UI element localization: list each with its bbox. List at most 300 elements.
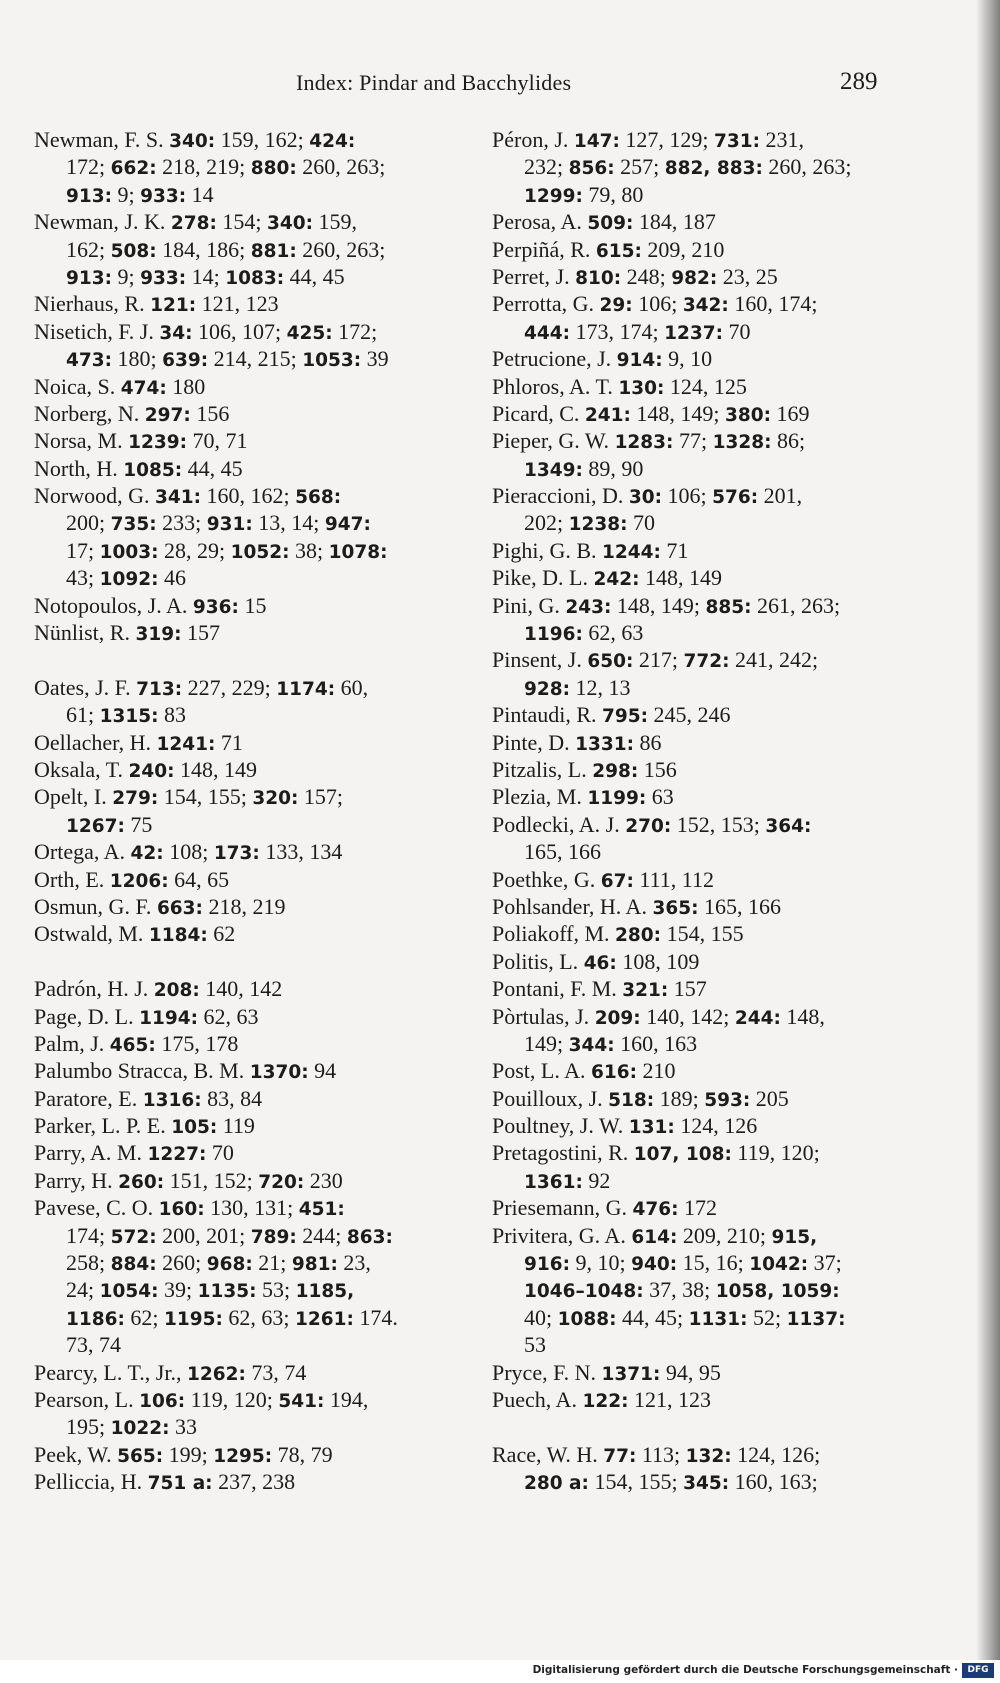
letter-section-gap [34, 646, 420, 673]
entry-reference-number: 982: [671, 267, 718, 289]
entry-text: Pinte, D. [492, 729, 576, 755]
entry-reference-number: 130: [618, 377, 665, 399]
entry-text: 218, 219 [202, 893, 286, 919]
entry-reference-number: 29: [599, 295, 633, 317]
index-entry-line [492, 537, 880, 564]
entry-text: 160, 163 [614, 1030, 698, 1056]
letter-section-gap [34, 948, 420, 975]
entry-reference-number: 208: [153, 980, 200, 1002]
entry-text: Picard, C. [492, 400, 585, 426]
entry-reference-number: 1237: [664, 322, 724, 344]
entry-text: Pieraccioni, D. [492, 483, 629, 509]
entry-text: 94, 95 [660, 1359, 721, 1385]
entry-text: 156 [638, 756, 677, 782]
entry-reference-number: 933: [140, 267, 187, 289]
entry-reference-number: 916: [524, 1254, 571, 1276]
entry-reference-number: 881: [250, 240, 297, 262]
entry-reference-number: 1331: [575, 733, 635, 755]
index-entry-line [34, 619, 420, 646]
entry-text: 124, 126; [731, 1441, 821, 1467]
entry-text: 157 [668, 976, 707, 1002]
entry-text: 174; [66, 1222, 111, 1248]
entry-text: Nisetich, F. J. [34, 318, 160, 344]
index-entry-line [492, 236, 880, 263]
index-entry-line [492, 783, 880, 810]
entry-text: 9, 10; [570, 1250, 632, 1276]
entry-reference-number: 1328: [712, 432, 772, 454]
entry-text: Newman, J. K. [34, 209, 171, 235]
entry-text: 75 [124, 811, 153, 837]
index-entry-continuation [492, 455, 880, 482]
entry-reference-number: 365: [652, 897, 699, 919]
index-entry-continuation [492, 318, 880, 345]
entry-reference-number: 915, [771, 1226, 818, 1248]
index-entry-line [34, 1194, 420, 1221]
entry-reference-number: 279: [112, 788, 159, 810]
entry-text: Politis, L. [492, 948, 584, 974]
entry-reference-number: 947: [324, 514, 371, 536]
index-entry-line [34, 427, 420, 454]
index-entry-line [34, 920, 420, 947]
entry-text: 148, 149 [639, 565, 722, 591]
entry-text: 94 [308, 1058, 337, 1084]
index-entry-continuation [34, 1222, 420, 1249]
entry-text: 23, 25 [717, 263, 778, 289]
entry-text: 160, 163; [729, 1469, 818, 1495]
entry-text: Plezia, M. [492, 784, 588, 810]
entry-reference-number: 1199: [587, 788, 647, 810]
index-entry-continuation [34, 509, 420, 536]
index-entry-line [492, 1386, 880, 1413]
index-entry-line [34, 290, 420, 317]
entry-text: 78, 79 [272, 1441, 333, 1467]
index-entry-line [492, 948, 880, 975]
entry-reference-number: 280: [615, 925, 662, 947]
entry-text: 217; [633, 647, 684, 673]
entry-reference-number: 107, 108: [633, 1144, 732, 1166]
entry-reference-number: 565: [117, 1445, 164, 1467]
entry-text: Parker, L. P. E. [34, 1113, 172, 1139]
index-entry-line [34, 838, 420, 865]
entry-reference-number: 1137: [786, 1308, 846, 1330]
entry-reference-number: 1361: [524, 1171, 583, 1193]
entry-text: 9; [112, 181, 141, 207]
entry-text: 73, 74 [66, 1332, 121, 1358]
entry-reference-number: 1003: [99, 541, 159, 563]
entry-reference-number: 1042: [749, 1254, 809, 1276]
entry-text: Pighi, G. B. [492, 537, 603, 563]
entry-text: 124, 126 [674, 1113, 758, 1139]
entry-text: 140, 142; [640, 1003, 735, 1029]
index-entry-continuation [492, 1331, 880, 1358]
entry-text: 12, 13 [570, 674, 631, 700]
index-entry-line [34, 674, 420, 701]
entry-text: 44, 45 [284, 263, 345, 289]
entry-text: 140, 142 [199, 976, 283, 1002]
index-entry-line [34, 729, 420, 756]
index-entry-line [34, 1167, 420, 1194]
entry-reference-number: 913: [66, 185, 113, 207]
entry-reference-number: 1088: [557, 1308, 617, 1330]
entry-reference-number: 240: [128, 760, 175, 782]
entry-reference-number: 1194: [139, 1007, 198, 1029]
entry-reference-number: 541: [278, 1390, 325, 1412]
index-entry-line [34, 756, 420, 783]
index-column-left [34, 126, 420, 1496]
index-entry-line [34, 975, 420, 1002]
index-entry-line [492, 564, 880, 591]
entry-text: 70 [206, 1140, 234, 1166]
entry-reference-number: 105: [171, 1117, 218, 1139]
entry-text: 148, 149; [611, 592, 706, 618]
entry-text: 159, 162; [215, 127, 310, 152]
entry-text: Page, D. L. [34, 1003, 140, 1029]
entry-text: Privitera, G. A. [492, 1222, 632, 1248]
letter-section-gap [492, 1413, 880, 1440]
index-entry-line [34, 1386, 420, 1413]
entry-reference-number: 451: [298, 1199, 345, 1221]
entry-text: 14; [186, 263, 226, 289]
entry-reference-number: 713: [136, 678, 183, 700]
entry-text: Perret, J. [492, 263, 576, 289]
entry-reference-number: 67: [600, 870, 634, 892]
index-entry-line [34, 1085, 420, 1112]
entry-text: 174. [353, 1304, 398, 1330]
entry-reference-number: 720: [258, 1171, 305, 1193]
index-entry-continuation [492, 838, 880, 865]
entry-reference-number: 465: [109, 1034, 156, 1056]
index-entry-line [492, 400, 880, 427]
entry-text: 119, 120; [731, 1140, 820, 1166]
entry-text: 119 [217, 1113, 255, 1139]
entry-reference-number: 884: [110, 1254, 157, 1276]
entry-text: Palm, J. [34, 1030, 110, 1056]
entry-text: 62, 63; [222, 1304, 296, 1330]
entry-reference-number: 1174: [276, 678, 336, 700]
index-entry-line [492, 1112, 880, 1139]
entry-text: Norwood, G. [34, 483, 155, 509]
index-entry-line [492, 263, 880, 290]
entry-reference-number: 968: [206, 1254, 253, 1276]
entry-text: 44, 45; [616, 1304, 689, 1330]
index-entry-continuation [34, 1331, 420, 1358]
entry-reference-number: 981: [291, 1254, 338, 1276]
index-entry-line [34, 373, 420, 400]
entry-text: 148, [780, 1003, 825, 1029]
entry-reference-number: 1206: [109, 870, 169, 892]
entry-text: Pryce, F. N. [492, 1359, 602, 1385]
index-entry-line [34, 783, 420, 810]
dfg-logo-icon: DFG [962, 1663, 994, 1678]
index-entry-line [492, 1085, 880, 1112]
entry-text: 248; [621, 263, 672, 289]
entry-reference-number: 650: [587, 651, 634, 673]
entry-reference-number: 173: [213, 843, 260, 865]
entry-text: 124, 125 [664, 373, 747, 399]
index-entry-continuation [34, 537, 420, 564]
entry-reference-number: 160: [158, 1199, 205, 1221]
entry-text: 130, 131; [204, 1195, 299, 1221]
entry-text: 194, [324, 1386, 369, 1412]
funding-credit: Digitalisierung gefördert durch die Deutsche Forschungsgemeinschaft · [532, 1664, 958, 1676]
entry-reference-number: 474: [120, 377, 167, 399]
entry-text: Pohlsander, H. A. [492, 893, 653, 919]
entry-reference-number: 508: [110, 240, 157, 262]
entry-text: 154, 155 [661, 921, 744, 947]
entry-reference-number: 270: [625, 815, 672, 837]
entry-text: Pike, D. L. [492, 565, 594, 591]
entry-text: 260, 263; [296, 154, 386, 180]
entry-text: 154; [216, 209, 268, 235]
entry-text: Petrucione, J. [492, 346, 617, 372]
entry-text: 162; [66, 236, 111, 262]
entry-reference-number: 1184: [148, 925, 208, 947]
entry-text: Pearcy, L. T., Jr., [34, 1359, 187, 1385]
entry-text: Ortega, A. [34, 839, 131, 865]
entry-text: 44, 45 [182, 455, 243, 481]
index-entry-continuation [34, 345, 420, 372]
entry-text: 70 [627, 510, 656, 536]
entry-text: 261, 263; [751, 592, 841, 618]
entry-text: 154, 155; [588, 1469, 684, 1495]
index-entry-line [34, 400, 420, 427]
entry-text: 195; [66, 1414, 111, 1440]
entry-reference-number: 34: [159, 322, 193, 344]
entry-text: 151, 152; [164, 1167, 259, 1193]
entry-text: 71 [660, 537, 689, 563]
index-entry-line [492, 756, 880, 783]
entry-text: Norberg, N. [34, 400, 145, 426]
entry-text: 232; [524, 154, 569, 180]
index-entry-line [492, 1194, 880, 1221]
entry-reference-number: 795: [602, 706, 649, 728]
entry-reference-number: 1186: [66, 1308, 125, 1330]
entry-text: Oellacher, H. [34, 729, 157, 755]
entry-reference-number: 1195: [164, 1308, 223, 1330]
entry-reference-number: 880: [250, 158, 297, 180]
entry-text: 205 [750, 1085, 789, 1111]
entry-reference-number: 424: [309, 131, 356, 152]
entry-reference-number: 1046–1048: [524, 1281, 644, 1303]
entry-text: 159, [313, 209, 358, 235]
entry-reference-number: 1241: [156, 733, 216, 755]
entry-reference-number: 572: [110, 1226, 157, 1248]
entry-reference-number: 209: [594, 1007, 641, 1029]
entry-text: 38; [289, 537, 329, 563]
entry-reference-number: 473: [66, 350, 113, 372]
entry-text: Pini, G. [492, 592, 566, 618]
index-entry-continuation [34, 811, 420, 838]
entry-text: 260, 263; [296, 236, 386, 262]
entry-reference-number: 46: [583, 952, 617, 974]
entry-reference-number: 1295: [213, 1445, 273, 1467]
entry-reference-number: 1283: [614, 432, 674, 454]
entry-text: 258; [66, 1250, 111, 1276]
entry-reference-number: 863: [346, 1226, 393, 1248]
entry-text: 113; [636, 1441, 686, 1467]
index-entry-continuation [492, 1276, 880, 1303]
entry-reference-number: 772: [683, 651, 730, 673]
index-entry-line [492, 208, 880, 235]
entry-text: 165, 166 [698, 893, 781, 919]
entry-text: 172; [332, 318, 378, 344]
entry-text: Noica, S. [34, 373, 121, 399]
index-entry-line [34, 1030, 420, 1057]
entry-text: North, H. [34, 455, 124, 481]
entry-text: 149; [524, 1030, 569, 1056]
entry-reference-number: 615: [595, 240, 642, 262]
index-entry-line [492, 427, 880, 454]
entry-text: 210 [637, 1058, 676, 1084]
index-entry-line [34, 318, 420, 345]
entry-text: 64, 65 [168, 866, 230, 892]
entry-text: Pearson, L. [34, 1386, 140, 1412]
entry-reference-number: 380: [725, 404, 772, 426]
index-entry-continuation [34, 1413, 420, 1440]
entry-reference-number: 1083: [225, 267, 285, 289]
entry-text: 17; [66, 537, 100, 563]
entry-reference-number: 1238: [568, 514, 628, 536]
entry-reference-number: 1135: [197, 1281, 257, 1303]
entry-text: 233; [156, 510, 207, 536]
index-entry-continuation [492, 509, 880, 536]
entry-reference-number: 518: [608, 1089, 655, 1111]
index-entry-continuation [492, 1167, 880, 1194]
entry-reference-number: 319: [135, 624, 182, 646]
index-entry-line [492, 373, 880, 400]
entry-text: Opelt, I. [34, 784, 113, 810]
entry-text: Pòrtulas, J. [492, 1003, 595, 1029]
entry-text: 160, 174; [728, 291, 818, 317]
entry-text: 37; [808, 1250, 842, 1276]
entry-text: 15, 16; [677, 1250, 750, 1276]
entry-reference-number: 42: [130, 843, 164, 865]
entry-text: 21; [252, 1250, 292, 1276]
entry-reference-number: 568: [295, 487, 342, 509]
entry-text: Pieper, G. W. [492, 428, 615, 454]
entry-reference-number: 298: [592, 760, 639, 782]
entry-reference-number: 345: [683, 1473, 730, 1495]
index-entry-continuation [492, 1304, 880, 1331]
entry-text: 169 [771, 400, 810, 426]
index-entry-line [492, 1359, 880, 1386]
entry-reference-number: 260: [118, 1171, 165, 1193]
entry-text: 152, 153; [671, 811, 766, 837]
entry-text: Nierhaus, R. [34, 291, 151, 317]
entry-text: Palumbo Stracca, B. M. [34, 1058, 250, 1084]
entry-text: Newman, F. S. [34, 127, 170, 152]
entry-reference-number: 30: [628, 487, 663, 509]
entry-reference-number: 280 a: [524, 1473, 589, 1495]
footer-bar [0, 1660, 1000, 1683]
index-entry-continuation [34, 701, 420, 728]
entry-reference-number: 340: [169, 131, 216, 152]
entry-reference-number: 1316: [142, 1089, 202, 1111]
entry-text: Osmun, G. F. [34, 893, 157, 919]
entry-reference-number: 1196: [524, 624, 583, 646]
entry-reference-number: 342: [682, 295, 729, 317]
index-entry-line [34, 893, 420, 920]
entry-text: 71 [215, 729, 243, 755]
entry-reference-number: 131: [628, 1117, 675, 1139]
entry-text: 9; [112, 263, 141, 289]
index-entry-continuation [34, 236, 420, 263]
entry-text: 106, 107; [192, 318, 287, 344]
index-entry-line [492, 592, 880, 619]
entry-text: 156 [190, 400, 230, 426]
entry-reference-number: 1267: [66, 815, 125, 837]
entry-text: 39 [361, 346, 389, 372]
index-entry-line [34, 1139, 420, 1166]
entry-text: 244; [296, 1222, 347, 1248]
entry-reference-number: 278: [170, 213, 217, 235]
entry-text: 209, 210 [641, 236, 725, 262]
entry-text: 33 [169, 1414, 198, 1440]
entry-reference-number: 476: [632, 1199, 679, 1221]
index-entry-continuation [34, 263, 420, 290]
index-entry-line [492, 811, 880, 838]
entry-reference-number: 936: [192, 596, 239, 618]
entry-text: 172; [66, 154, 111, 180]
entry-text: 106; [632, 291, 683, 317]
entry-text: 184, 186; [156, 236, 251, 262]
entry-text: 230 [304, 1167, 343, 1193]
entry-reference-number: 856: [568, 158, 615, 180]
entry-reference-number: 1058, 1059: [715, 1281, 840, 1303]
index-entry-line [34, 208, 420, 235]
entry-text: Péron, J. [492, 127, 574, 152]
entry-text: 257; [614, 154, 665, 180]
entry-text: Norsa, M. [34, 428, 129, 454]
entry-text: 62, 63 [197, 1003, 259, 1029]
index-entry-line [492, 975, 880, 1002]
index-entry-continuation [492, 619, 880, 646]
entry-text: 200; [66, 510, 111, 536]
index-entry-line [492, 482, 880, 509]
entry-reference-number: 1370: [249, 1062, 309, 1084]
entry-text: Parry, H. [34, 1167, 119, 1193]
index-entry-line [492, 893, 880, 920]
entry-text: Pouilloux, J. [492, 1085, 609, 1111]
index-entry-continuation [34, 564, 420, 591]
entry-text: 260; [156, 1250, 207, 1276]
entry-text: 202; [524, 510, 569, 536]
entry-text: Pavese, C. O. [34, 1195, 159, 1221]
entry-text: 83, 84 [201, 1085, 263, 1111]
entry-reference-number: 662: [110, 158, 157, 180]
entry-reference-number: 297: [144, 404, 191, 426]
entry-text: Pintaudi, R. [492, 702, 603, 728]
entry-text: Paratore, E. [34, 1085, 143, 1111]
entry-reference-number: 1131: [688, 1308, 748, 1330]
entry-text: 189; [654, 1085, 705, 1111]
entry-text: Notopoulos, J. A. [34, 592, 193, 618]
index-entry-line [34, 1003, 420, 1030]
entry-text: 231, [760, 127, 805, 152]
entry-reference-number: 1092: [99, 569, 159, 591]
entry-text: Priesemann, G. [492, 1195, 633, 1221]
entry-reference-number: 882, 883: [664, 158, 763, 180]
entry-text: 70 [723, 318, 751, 344]
entry-text: Pinsent, J. [492, 647, 588, 673]
index-entry-line [492, 1003, 880, 1030]
entry-text: 241, 242; [729, 647, 819, 673]
entry-reference-number: 77: [603, 1445, 637, 1467]
entry-text: 86 [634, 729, 662, 755]
entry-reference-number: 928: [524, 678, 571, 700]
entry-text: 121, 123 [196, 291, 279, 317]
index-entry-continuation [34, 181, 420, 208]
